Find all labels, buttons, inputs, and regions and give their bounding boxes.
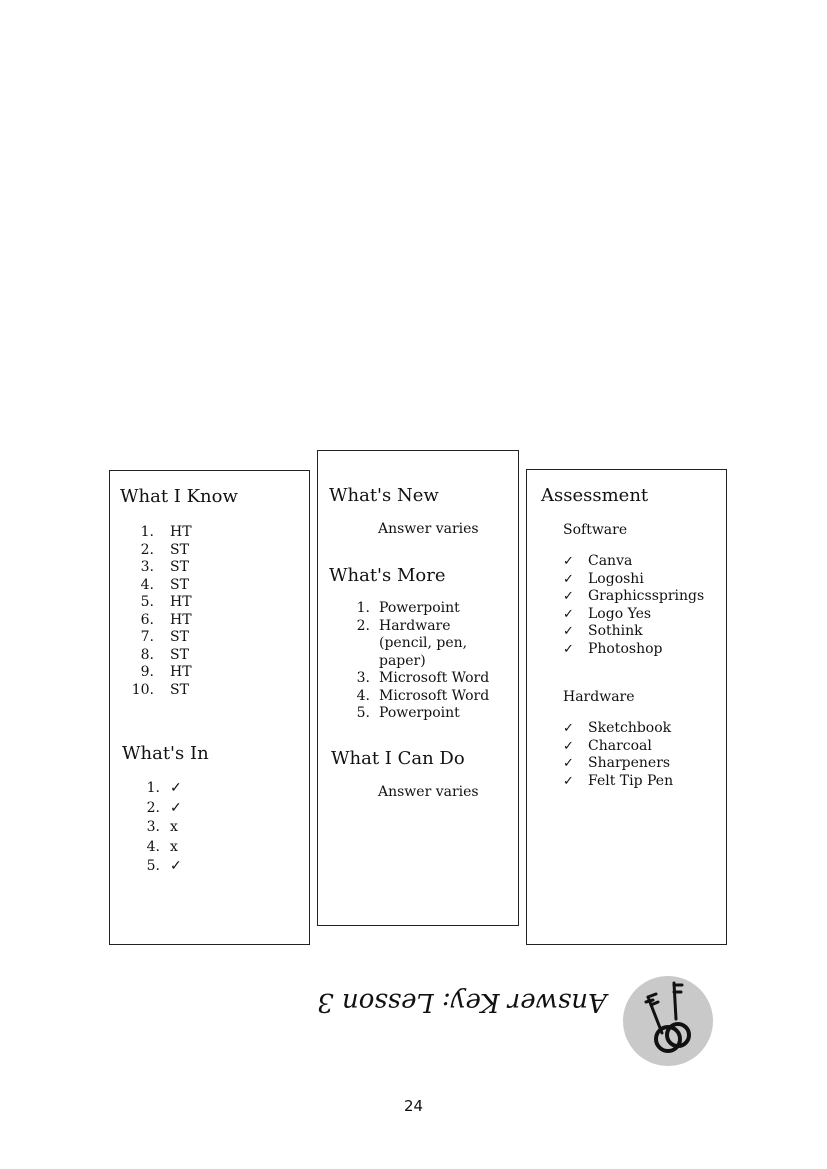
list-item-value: x xyxy=(170,819,178,835)
list-item-number: 2. xyxy=(140,541,154,558)
list-item-number: 5. xyxy=(356,705,370,721)
whats-in-heading: What's In xyxy=(122,743,209,764)
check-icon: ✓ xyxy=(563,641,574,657)
check-icon: ✓ xyxy=(563,589,574,604)
check-icon: ✓ xyxy=(563,571,574,587)
check-icon: ✓ xyxy=(563,773,574,789)
software-item: Photoshop xyxy=(588,640,663,657)
list-item-number: 7. xyxy=(140,629,154,645)
list-item-number: 4. xyxy=(356,687,370,704)
check-icon: ✓ xyxy=(170,799,182,816)
list-item-value: HT xyxy=(170,594,192,610)
list-item-value: x xyxy=(170,838,178,855)
what-i-know-heading: What I Know xyxy=(120,486,238,507)
list-item-value: Powerpoint xyxy=(379,705,460,721)
list-item-number: 8. xyxy=(140,646,154,663)
list-item-number: 4. xyxy=(146,838,160,855)
list-item-value: ST xyxy=(170,559,189,575)
list-item-number: 5. xyxy=(140,594,154,610)
list-item-value: paper) xyxy=(379,652,426,669)
keys-icon xyxy=(622,975,714,1067)
list-item-number: 6. xyxy=(140,611,154,628)
list-item-value: HT xyxy=(170,664,192,680)
list-item-value: ST xyxy=(170,681,189,698)
check-icon: ✓ xyxy=(563,721,574,736)
list-item-number: 3. xyxy=(140,559,154,575)
check-icon: ✓ xyxy=(563,554,574,569)
software-label: Software xyxy=(563,522,628,538)
list-item-number: 9. xyxy=(140,664,154,680)
list-item-value: Powerpoint xyxy=(379,600,460,616)
check-icon: ✓ xyxy=(563,756,574,771)
list-item-value: ST xyxy=(170,541,189,558)
whats-more-heading: What's More xyxy=(329,565,446,586)
check-icon: ✓ xyxy=(170,858,182,874)
answer-key-title: Answer Key: Lesson 3 xyxy=(317,987,607,1017)
software-item: Sothink xyxy=(588,623,643,639)
list-item-number: 2. xyxy=(356,617,370,634)
check-icon: ✓ xyxy=(170,780,182,796)
list-item-number: 5. xyxy=(146,858,160,874)
whats-new-box xyxy=(317,450,519,926)
list-item-number: 1. xyxy=(140,524,154,540)
page-number: 24 xyxy=(403,1097,424,1115)
assessment-box xyxy=(526,469,727,945)
list-item-value: ST xyxy=(170,576,189,593)
list-item-value: HT xyxy=(170,611,192,628)
assessment-heading: Assessment xyxy=(541,485,649,506)
software-item: Canva xyxy=(588,553,633,569)
list-item-number: 1. xyxy=(146,780,160,796)
hardware-item: Sharpeners xyxy=(588,755,671,771)
hardware-item: Sketchbook xyxy=(588,720,672,736)
hardware-item: Felt Tip Pen xyxy=(588,772,674,789)
list-item-value: Hardware xyxy=(379,617,451,634)
software-item: Logo Yes xyxy=(588,605,652,622)
whats-new-answer: Answer varies xyxy=(378,521,479,537)
list-item-number: 3. xyxy=(356,670,370,686)
list-item-number: 4. xyxy=(140,576,154,593)
list-item-number: 2. xyxy=(146,799,160,816)
list-item-value: HT xyxy=(170,524,192,540)
list-item-number: 1. xyxy=(356,600,370,616)
whats-new-heading: What's New xyxy=(329,485,439,506)
hardware-item: Charcoal xyxy=(588,737,652,754)
check-icon: ✓ xyxy=(563,738,574,754)
what-i-can-do-answer: Answer varies xyxy=(378,784,479,800)
hardware-label: Hardware xyxy=(563,689,635,705)
list-item-number: 3. xyxy=(146,819,160,835)
what-i-can-do-heading: What I Can Do xyxy=(331,748,465,769)
list-item-value: Microsoft Word xyxy=(379,687,490,704)
list-item-value: ST xyxy=(170,629,189,645)
software-item: Graphicssprings xyxy=(588,588,705,604)
list-item-value: ST xyxy=(170,646,189,663)
list-item-value: Microsoft Word xyxy=(379,670,490,686)
check-icon: ✓ xyxy=(563,606,574,622)
list-item-value: (pencil, pen, xyxy=(379,635,468,651)
list-item-number: 10. xyxy=(131,681,154,698)
software-item: Logoshi xyxy=(588,570,644,587)
what-i-know-box xyxy=(109,470,310,945)
check-icon: ✓ xyxy=(563,624,574,639)
